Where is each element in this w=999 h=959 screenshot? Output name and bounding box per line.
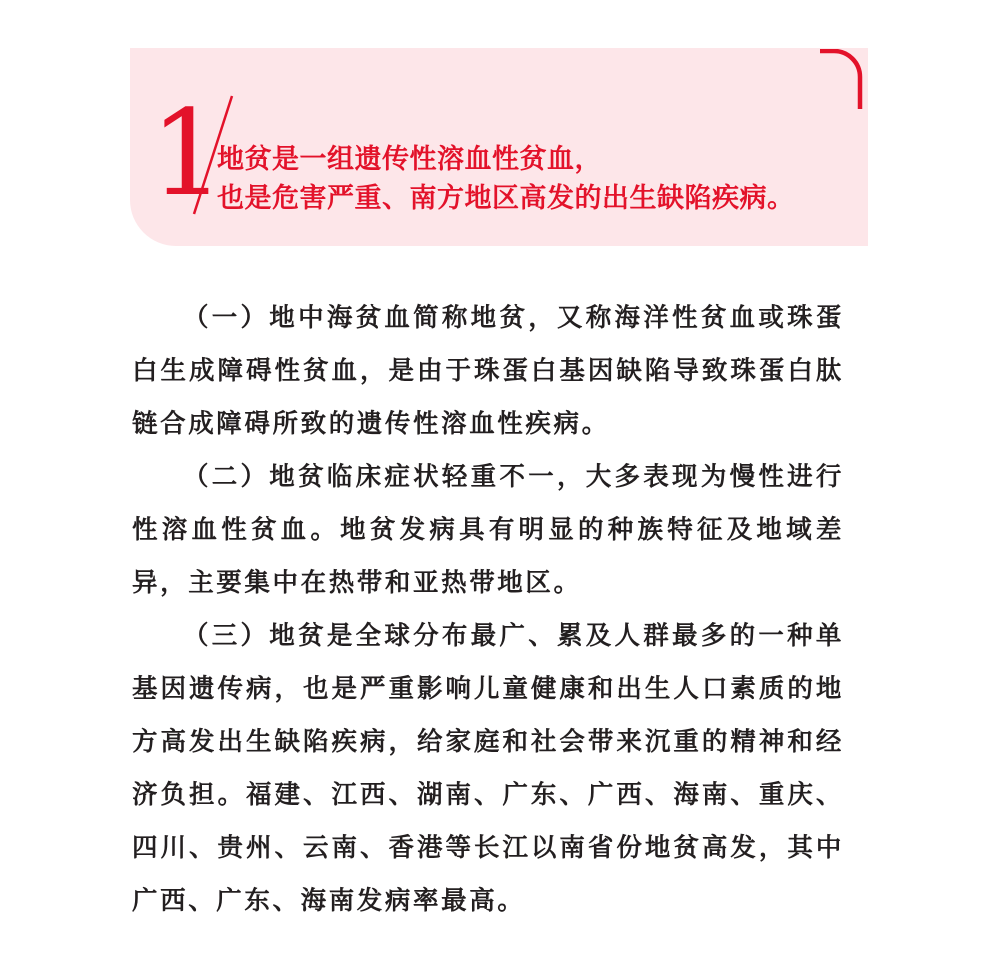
body-text: [132, 292, 844, 928]
paragraph-3: （三）地贫是全球分布最广、累及人群最多的一种单基因遗传病，也是严重影响儿童健康和出生人口素质的地方高发出生缺陷疾病，给家庭和社会带来沉重的精神和经济负担。福建、江西、湖南、广东、广西、海南、重庆、四川、贵州、云南、香港等长江以南省份地贫高发，其中广西、广东、海南发病率最高。: [132, 621, 844, 916]
corner-arc-decoration: [820, 49, 864, 109]
section-headline: [217, 140, 867, 218]
paragraph-2: （二）地贫临床症状轻重不一，大多表现为慢性进行性溶血性贫血。地贫发病具有明显的种族特征及地域差异，主要集中在热带和亚热带地区。: [132, 462, 844, 598]
headline-line-1: 地贫是一组遗传性溶血性贫血，: [217, 144, 602, 175]
section-number-text: 1: [150, 94, 226, 216]
headline-line-2: 也是危害严重、南方地区高发的出生缺陷疾病。: [217, 183, 795, 214]
paragraph-1: （一）地中海贫血简称地贫，又称海洋性贫血或珠蛋白生成障碍性贫血，是由于珠蛋白基因缺陷导致珠蛋白肽链合成障碍所致的遗传性溶血性疾病。: [132, 303, 844, 439]
